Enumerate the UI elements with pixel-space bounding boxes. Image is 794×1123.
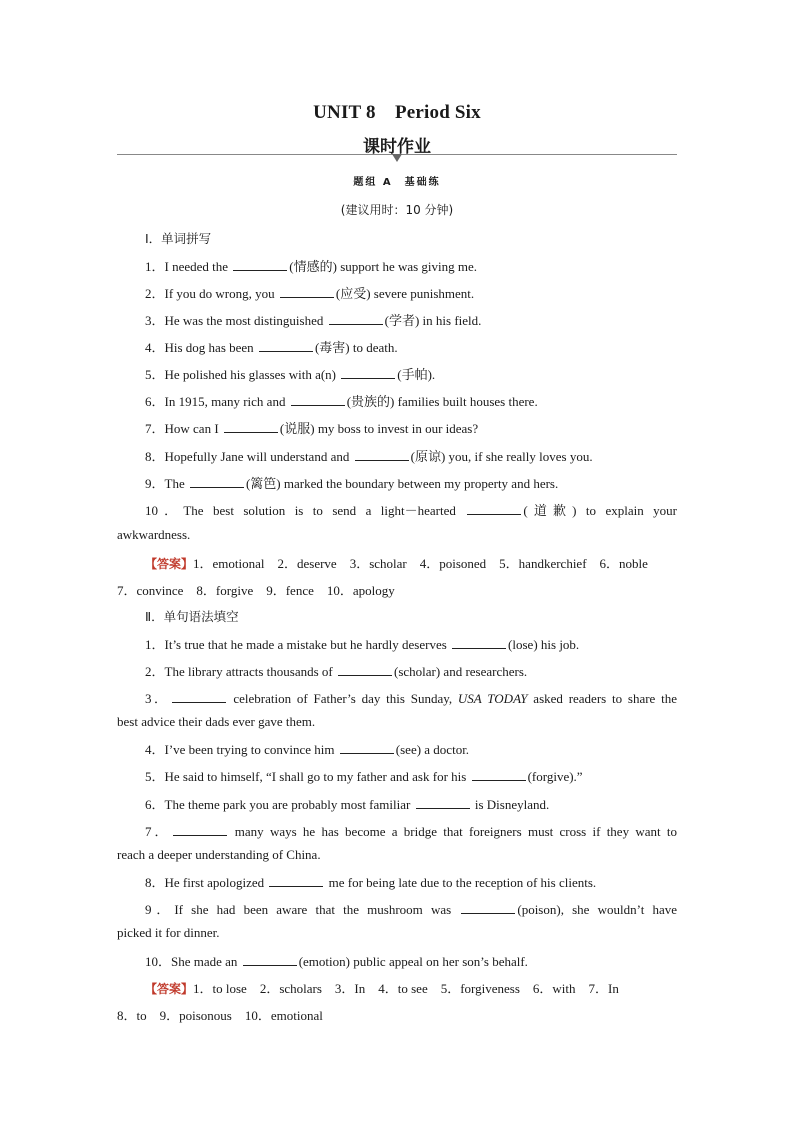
answer-blank — [329, 314, 383, 325]
page-subtitle: 课时作业 — [363, 137, 431, 157]
list-item: 1．I needed the (情感的) support he was giving me. — [145, 259, 478, 274]
answer-blank — [355, 450, 409, 461]
answer-blank — [269, 876, 323, 887]
answer-blank — [452, 638, 506, 649]
list-item: 3．He was the most distinguished (学者) in his field. — [145, 313, 482, 328]
list-item-continuation: reach a deeper understanding of China. — [117, 847, 321, 862]
answer-blank — [461, 903, 515, 914]
list-item: 8．Hopefully Jane will understand and (原谅) you, if she really loves you. — [145, 449, 593, 464]
list-item: 9．The (篱笆) marked the boundary between my property and hers. — [145, 476, 559, 491]
answer-tag: 【答案】 — [145, 982, 194, 996]
answer-key-continuation: 7．convince 8．forgive 9．fence 10．apology — [117, 583, 395, 598]
answer-key-continuation: 8．to 9．poisonous 10．emotional — [117, 1008, 323, 1023]
answer-blank — [233, 260, 287, 271]
answer-blank — [243, 955, 297, 966]
list-item: 8．He first apologized me for being late due to the reception of his clients. — [145, 875, 597, 890]
list-item: 4．His dog has been (毒害) to death. — [145, 340, 398, 355]
section1-heading: Ⅰ．单词拼写 — [145, 231, 212, 246]
list-item: 6．The theme park you are probably most familiar is Disneyland. — [145, 797, 550, 812]
list-item: 2．The library attracts thousands of (scholar) and researchers. — [145, 664, 528, 679]
list-item-continuation: picked it for dinner. — [117, 925, 220, 940]
list-item: 3． celebration of Father’s day this Sunday, USA TODAY asked readers to share the — [145, 691, 677, 706]
list-item: 2．If you do wrong, you (应受) severe punishment. — [145, 286, 475, 301]
answer-key: 【答案】1．emotional 2．deserve 3．scholar 4．poisoned 5．handkerchief 6．noble — [145, 556, 648, 571]
group-label: 题组 A 基础练 — [353, 177, 441, 188]
list-item: 5．He said to himself, “I shall go to my father and ask for his (forgive).” — [145, 769, 583, 784]
section2-heading: Ⅱ．单句语法填空 — [145, 609, 239, 624]
unit-title: UNIT 8 Period Six — [313, 102, 481, 123]
answer-tag: 【答案】 — [145, 557, 194, 571]
list-item-continuation: awkwardness. — [117, 527, 191, 542]
list-item: 10．She made an (emotion) public appeal on her son’s behalf. — [145, 954, 528, 969]
answer-blank — [472, 770, 526, 781]
list-item: 4．I’ve been trying to convince him (see) a doctor. — [145, 742, 470, 757]
time-note: (建议用时：10 分钟) — [340, 203, 454, 217]
answer-key: 【答案】1．to lose 2．scholars 3．In 4．to see 5．forgiveness 6．with 7．In — [145, 981, 619, 996]
answer-blank — [467, 504, 521, 515]
answer-blank — [338, 665, 392, 676]
answer-blank — [341, 368, 395, 379]
list-item: 9．If she had been aware that the mushroom was (poison), she wouldn’t have — [145, 902, 678, 917]
answer-blank — [340, 743, 394, 754]
list-item: 5．He polished his glasses with a(n) (手帕). — [145, 367, 436, 382]
list-item: 7． many ways he has become a bridge that foreigners must cross if they want to — [145, 824, 677, 839]
answer-blank — [416, 798, 470, 809]
answer-blank — [173, 825, 227, 836]
list-item: 7．How can I (说服) my boss to invest in our ideas? — [145, 421, 479, 436]
answer-blank — [224, 422, 278, 433]
answer-blank — [291, 395, 345, 406]
triangle-marker-icon — [392, 154, 402, 162]
list-item: 1．It’s true that he made a mistake but he hardly deserves (lose) his job. — [145, 637, 580, 652]
list-item: 6．In 1915, many rich and (贵族的) families built houses there. — [145, 394, 538, 409]
answer-blank — [259, 341, 313, 352]
list-item: 10．The best solution is to send a light－hearted (道歉) to explain your — [145, 503, 677, 518]
answer-blank — [280, 287, 334, 298]
list-item-continuation: best advice their dads ever gave them. — [117, 714, 316, 729]
answer-blank — [190, 477, 244, 488]
answer-blank — [172, 692, 226, 703]
